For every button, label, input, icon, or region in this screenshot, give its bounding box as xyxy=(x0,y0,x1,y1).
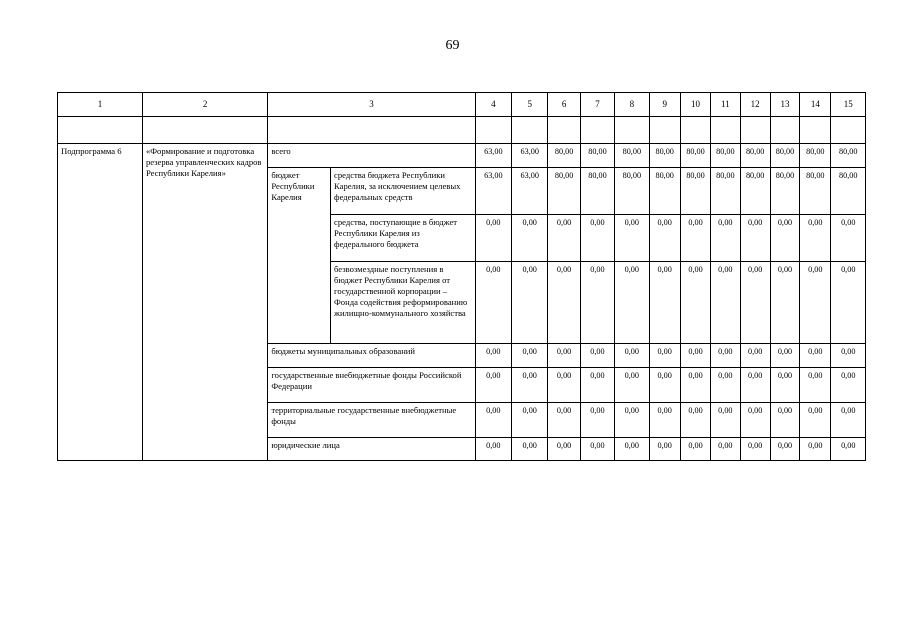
value-cell: 0,00 xyxy=(831,403,866,438)
value-cell: 0,00 xyxy=(770,403,799,438)
value-cell: 0,00 xyxy=(831,344,866,368)
value-cell: 80,00 xyxy=(649,144,680,168)
value-cell: 0,00 xyxy=(711,344,740,368)
header-cell: 7 xyxy=(580,93,614,117)
value-cell: 0,00 xyxy=(615,215,649,262)
header-cell: 3 xyxy=(268,93,475,117)
row-label: территориальные государственные внебюджетные фонды xyxy=(268,403,475,438)
value-cell: 0,00 xyxy=(740,438,770,461)
header-cell: 2 xyxy=(142,93,267,117)
value-cell: 0,00 xyxy=(548,368,580,403)
value-cell: 0,00 xyxy=(680,262,710,344)
value-cell: 0,00 xyxy=(740,262,770,344)
value-cell: 0,00 xyxy=(649,215,680,262)
value-cell: 0,00 xyxy=(740,215,770,262)
header-cell: 8 xyxy=(615,93,649,117)
value-cell: 80,00 xyxy=(770,144,799,168)
value-cell: 63,00 xyxy=(512,168,548,215)
value-cell: 80,00 xyxy=(580,168,614,215)
row-label: юридические лица xyxy=(268,438,475,461)
value-cell: 0,00 xyxy=(831,438,866,461)
value-cell: 80,00 xyxy=(580,144,614,168)
row-label: всего xyxy=(268,144,475,168)
header-cell: 9 xyxy=(649,93,680,117)
value-cell: 80,00 xyxy=(548,144,580,168)
value-cell: 0,00 xyxy=(740,403,770,438)
header-cell: 4 xyxy=(475,93,511,117)
value-cell: 0,00 xyxy=(548,344,580,368)
row-label: средства, поступающие в бюджет Республики Карелия из федерального бюджета xyxy=(331,215,476,262)
value-cell: 63,00 xyxy=(475,168,511,215)
header-cell: 14 xyxy=(800,93,831,117)
value-cell: 0,00 xyxy=(680,438,710,461)
value-cell: 80,00 xyxy=(800,144,831,168)
header-cell: 12 xyxy=(740,93,770,117)
group-label: бюджет Республики Карелия xyxy=(268,168,331,344)
value-cell: 80,00 xyxy=(711,168,740,215)
value-cell: 63,00 xyxy=(512,144,548,168)
value-cell: 0,00 xyxy=(475,438,511,461)
value-cell: 0,00 xyxy=(615,403,649,438)
value-cell: 0,00 xyxy=(680,368,710,403)
value-cell: 80,00 xyxy=(770,168,799,215)
value-cell: 0,00 xyxy=(649,438,680,461)
value-cell: 80,00 xyxy=(680,168,710,215)
value-cell: 80,00 xyxy=(711,144,740,168)
row-label: бюджеты муниципальных образований xyxy=(268,344,475,368)
value-cell: 0,00 xyxy=(711,262,740,344)
value-cell: 0,00 xyxy=(770,438,799,461)
value-cell: 0,00 xyxy=(800,403,831,438)
value-cell: 0,00 xyxy=(800,215,831,262)
value-cell: 80,00 xyxy=(800,168,831,215)
header-row xyxy=(58,93,866,117)
value-cell: 0,00 xyxy=(548,403,580,438)
value-cell: 0,00 xyxy=(800,344,831,368)
value-cell: 0,00 xyxy=(649,344,680,368)
value-cell: 0,00 xyxy=(770,368,799,403)
spacer-row xyxy=(58,117,866,144)
value-cell: 0,00 xyxy=(512,344,548,368)
value-cell: 0,00 xyxy=(770,215,799,262)
value-cell: 0,00 xyxy=(475,262,511,344)
value-cell: 0,00 xyxy=(711,403,740,438)
value-cell: 80,00 xyxy=(615,144,649,168)
value-cell: 0,00 xyxy=(649,368,680,403)
value-cell: 0,00 xyxy=(711,438,740,461)
value-cell: 0,00 xyxy=(475,403,511,438)
value-cell: 0,00 xyxy=(580,438,614,461)
value-cell: 80,00 xyxy=(615,168,649,215)
value-cell: 0,00 xyxy=(548,262,580,344)
value-cell: 0,00 xyxy=(512,368,548,403)
value-cell: 80,00 xyxy=(740,144,770,168)
value-cell: 80,00 xyxy=(740,168,770,215)
value-cell: 0,00 xyxy=(512,403,548,438)
row-label: государственные внебюджетные фонды Российской Федерации xyxy=(268,368,475,403)
value-cell: 0,00 xyxy=(831,262,866,344)
value-cell: 0,00 xyxy=(831,215,866,262)
value-cell: 0,00 xyxy=(770,262,799,344)
header-cell: 10 xyxy=(680,93,710,117)
value-cell: 0,00 xyxy=(580,215,614,262)
value-cell: 63,00 xyxy=(475,144,511,168)
value-cell: 0,00 xyxy=(711,368,740,403)
header-cell: 11 xyxy=(711,93,740,117)
header-cell: 5 xyxy=(512,93,548,117)
value-cell: 0,00 xyxy=(740,344,770,368)
value-cell: 80,00 xyxy=(831,144,866,168)
value-cell: 0,00 xyxy=(615,344,649,368)
value-cell: 0,00 xyxy=(800,438,831,461)
value-cell: 0,00 xyxy=(548,215,580,262)
value-cell: 0,00 xyxy=(649,262,680,344)
value-cell: 0,00 xyxy=(740,368,770,403)
value-cell: 0,00 xyxy=(615,368,649,403)
value-cell: 0,00 xyxy=(831,368,866,403)
table-row xyxy=(58,144,866,168)
program-name: «Формирование и подготовка резерва управленческих кадров Республики Карелия» xyxy=(142,144,267,461)
header-cell: 15 xyxy=(831,93,866,117)
value-cell: 0,00 xyxy=(580,262,614,344)
value-cell: 0,00 xyxy=(800,368,831,403)
value-cell: 80,00 xyxy=(548,168,580,215)
header-cell: 6 xyxy=(548,93,580,117)
value-cell: 0,00 xyxy=(711,215,740,262)
value-cell: 0,00 xyxy=(800,262,831,344)
header-cell: 13 xyxy=(770,93,799,117)
value-cell: 80,00 xyxy=(680,144,710,168)
value-cell: 0,00 xyxy=(548,438,580,461)
value-cell: 0,00 xyxy=(615,438,649,461)
value-cell: 0,00 xyxy=(512,438,548,461)
value-cell: 0,00 xyxy=(475,368,511,403)
value-cell: 0,00 xyxy=(680,215,710,262)
value-cell: 80,00 xyxy=(831,168,866,215)
value-cell: 0,00 xyxy=(615,262,649,344)
value-cell: 80,00 xyxy=(649,168,680,215)
value-cell: 0,00 xyxy=(680,344,710,368)
value-cell: 0,00 xyxy=(512,215,548,262)
value-cell: 0,00 xyxy=(580,368,614,403)
value-cell: 0,00 xyxy=(512,262,548,344)
header-cell: 1 xyxy=(58,93,143,117)
value-cell: 0,00 xyxy=(680,403,710,438)
page-number: 69 xyxy=(445,38,460,53)
value-cell: 0,00 xyxy=(475,344,511,368)
row-label: средства бюджета Республики Карелия, за исключением целевых федеральных средств xyxy=(331,168,476,215)
program-code: Подпрограмма 6 xyxy=(58,144,143,461)
value-cell: 0,00 xyxy=(580,403,614,438)
budget-table xyxy=(57,92,866,461)
value-cell: 0,00 xyxy=(770,344,799,368)
value-cell: 0,00 xyxy=(475,215,511,262)
value-cell: 0,00 xyxy=(649,403,680,438)
value-cell: 0,00 xyxy=(580,344,614,368)
row-label: безвозмездные поступления в бюджет Республики Карелия от государственной корпорации – Фонда содействия реформированию жилищно-коммунального хозяйства xyxy=(331,262,476,344)
